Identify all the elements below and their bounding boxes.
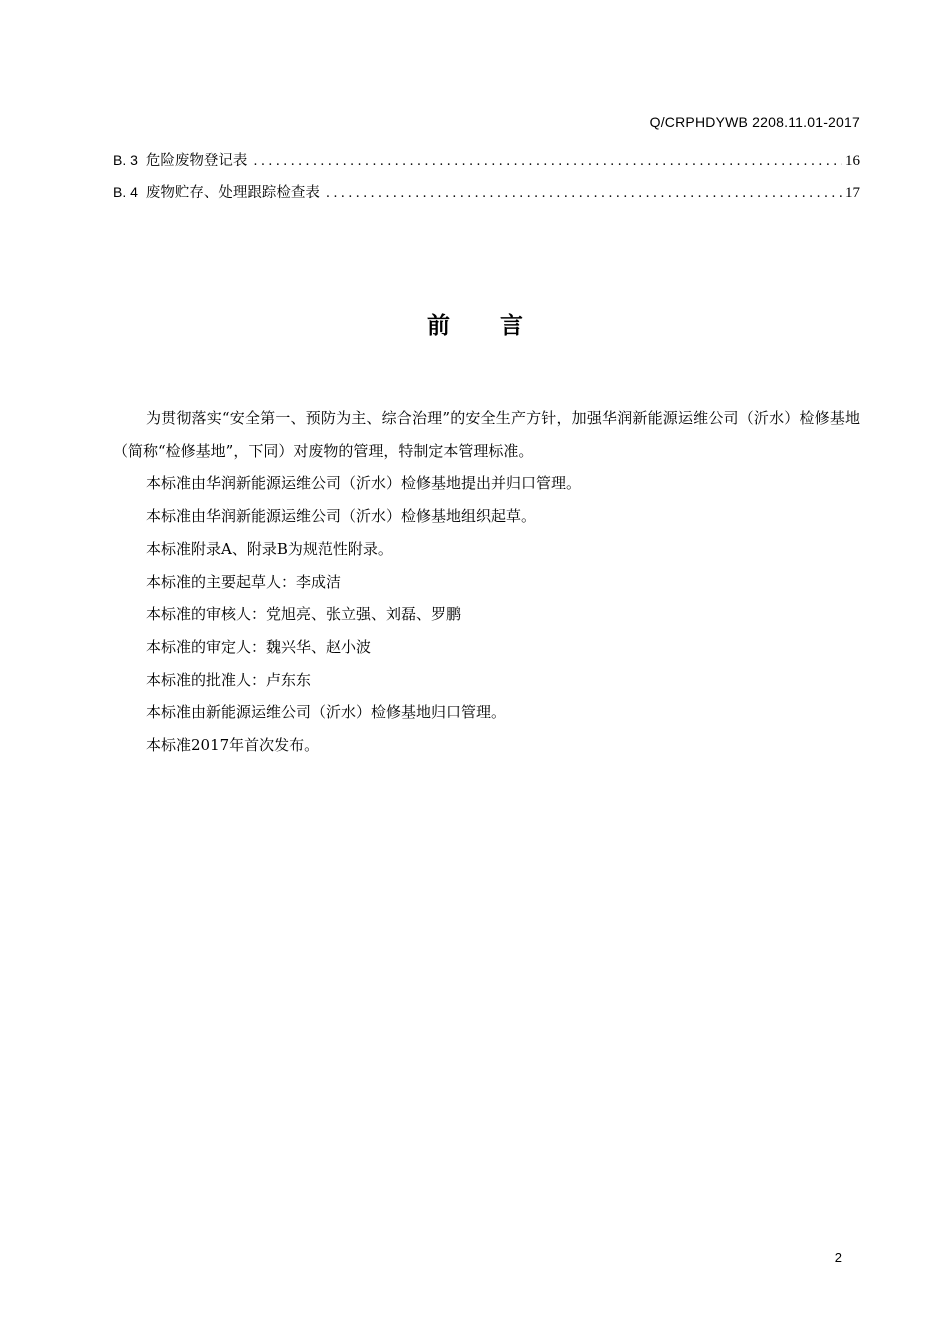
toc-entry-page: 17: [845, 185, 860, 201]
foreword-paragraph: 本标准由新能源运维公司（沂水）检修基地归口管理。: [146, 703, 507, 722]
toc-dot-leader: [326, 182, 842, 206]
foreword-paragraph: 本标准的审定人：魏兴华、赵小波: [146, 637, 372, 656]
foreword-paragraph: 本标准附录A、附录B为规范性附录。: [146, 539, 393, 558]
toc-entry[interactable]: [113, 148, 860, 180]
page-number: 2: [834, 1250, 842, 1265]
foreword-paragraph: 本标准由华润新能源运维公司（沂水）检修基地提出并归口管理。: [146, 474, 582, 493]
toc-dot-leader: [253, 150, 842, 174]
toc-entry-title: 废物贮存、处理跟踪检查表: [145, 185, 320, 201]
foreword-paragraph: 本标准的审核人：党旭亮、张立强、刘磊、罗鹏: [146, 605, 462, 624]
foreword-paragraph: 为贯彻落实“安全第一、预防为主、综合治理”的安全生产方针，加强华润新能源运维公司（沂水）检修基地（简称“检修基地”，下同）对废物的管理，特制定本管理标准。: [113, 409, 860, 460]
foreword-paragraph: 本标准2017年首次发布。: [146, 736, 320, 755]
foreword-paragraph: 本标准由华润新能源运维公司（沂水）检修基地组织起草。: [146, 507, 537, 526]
foreword-heading: 前言: [427, 313, 573, 339]
table-of-contents: [113, 148, 860, 212]
toc-entry[interactable]: [113, 180, 860, 212]
toc-entry-title: 危险废物登记表: [145, 153, 248, 169]
toc-entry-number: B. 4: [113, 184, 138, 200]
foreword-body: [113, 402, 860, 762]
toc-entry-number: B. 3: [113, 152, 138, 168]
foreword-paragraph: 本标准的主要起草人：李成洁: [146, 572, 342, 591]
foreword-paragraph: 本标准的批准人：卢东东: [146, 670, 312, 689]
toc-entry-page: 16: [845, 153, 860, 169]
document-code: Q/CRPHDYWB 2208.11.01-2017: [649, 114, 860, 130]
